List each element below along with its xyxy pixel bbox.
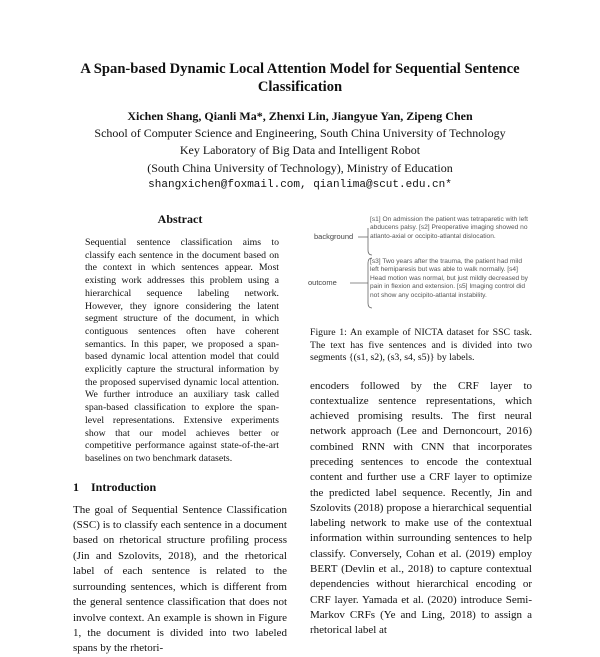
left-column (73, 212, 287, 657)
author-names: Xichen Shang, Qianli Ma*, Zhenxi Lin, Jiangyue Yan, Zipeng Chen (127, 109, 473, 123)
abstract-heading: Abstract (157, 212, 203, 226)
affiliation-line-1: School of Computer Science and Engineering, South China University of Technology (94, 126, 506, 141)
paper-title: A Span-based Dynamic Local Attention Model for Sequential Sentence Classification (80, 61, 520, 95)
right-column-body: encoders followed by the CRF layer to contextualize sentence representations, which achieved promising results. The first neural network approach (Lee and Dernoncourt, 2016) combined RNN with CNN that incorporates preceding sentences to encode the contextual content and further use a CRF layer to optimize the predicted label sequence. Recently, Jin and Szolovits (2018) propose a hierarchical sequential labeling network to make use of the contextual information within surrounding sentences to help classify. Conversely, Cohan et al. (2019) employ BERT (Devlin et al., 2018) to capture contextual dependencies without hierarchical encoding or CRF layer. Yamada et al. (2020) introduce Semi-Markov CRFs (Ye and Ling, 2018) to assign a rhetorical label at (310, 379, 532, 637)
figure-brackets (310, 228, 532, 373)
outcome-sentences: [s3] Two years after the trauma, the patient had mild left hemiparesis but was able to walk normally. [s4] Head motion was normal, but just mildly decreased by pain in flexion and extension. [s5] Imaging control did not show any occipito-atlantal instability. (370, 258, 528, 299)
author-emails: shangxichen@foxmail.com, qianlima@scut.edu.cn* (148, 178, 452, 191)
label-background: background (314, 232, 354, 241)
section-number: 1 (73, 479, 79, 494)
right-column (308, 216, 532, 639)
section-title: Introduction (91, 479, 157, 494)
figure-1 (308, 216, 532, 373)
section-heading-introduction (73, 480, 287, 495)
affiliation-line-2: Key Laboratory of Big Data and Intelligent Robot (179, 143, 421, 158)
background-sentences: [s1] On admission the patient was tetraparetic with left abducens palsy. [s2] Preoperative imaging showed no atlanto-axial or occipito-atlantal dislocation. (370, 216, 528, 240)
abstract-body: Sequential sentence classification aims to classify each sentence in the document based on the context in which sentences appear. Most existing work addresses this problem using a hierarchical sequence labeling network. However, they ignore considering the latent segment structure of the document, in which contiguous sentences often have coherent semantics. In this paper, we proposed a span-based dynamic local attention model that could explicitly capture the structural information by the proposed supervised dynamic local attention. We further introduce an auxiliary task called span-based classification to explore the span-level representations. Extensive experiments show that our model achieves better or competitive performance against state-of-the-art baselines on two benchmark datasets. (85, 237, 279, 464)
affiliation-line-3: (South China University of Technology), Ministry of Education (147, 160, 453, 175)
label-outcome: outcome (308, 278, 337, 287)
author-block (40, 108, 560, 194)
introduction-body: The goal of Sequential Sentence Classification (SSC) is to classify each sentence in a document based on rhetorical structure profiling process (Jin and Szolovits, 2018), and the rhetorical label of each sentence is related to the surrounding sentences, which is different from the general sentence classification that does not involve context. An example is shown in Figure 1, the document is divided into two labeled spans by the rhetori- (73, 503, 287, 655)
figure-caption: Figure 1: An example of NICTA dataset for SSC task. The text has five sentences and is divided into two segments {(s1, s2), (s3, s4, s5)} by labels. (310, 327, 532, 363)
